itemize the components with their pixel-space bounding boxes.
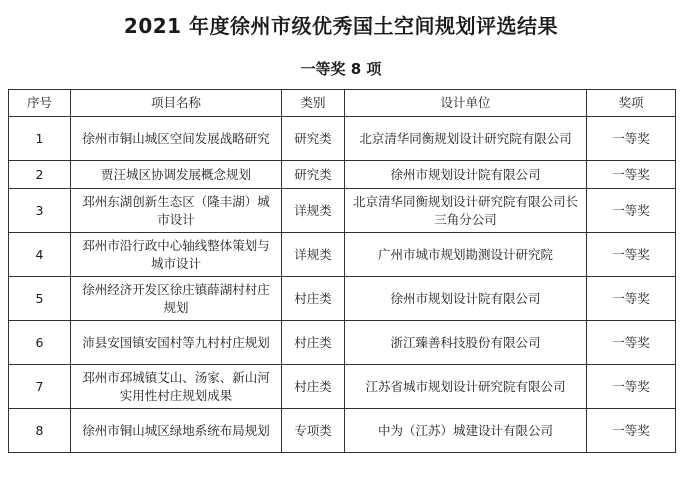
cell-project-name: 邳州市沿行政中心轴线整体策划与城市设计 [71, 233, 282, 277]
cell-category: 专项类 [282, 409, 345, 453]
cell-no: 3 [9, 189, 71, 233]
cell-no: 7 [9, 365, 71, 409]
cell-no: 8 [9, 409, 71, 453]
cell-category: 详规类 [282, 189, 345, 233]
cell-award: 一等奖 [587, 321, 676, 365]
cell-category: 村庄类 [282, 321, 345, 365]
cell-project-name: 徐州市铜山城区绿地系统布局规划 [71, 409, 282, 453]
header-no: 序号 [9, 90, 71, 117]
cell-design-unit: 浙江臻善科技股份有限公司 [345, 321, 587, 365]
award-subtitle: 一等奖 8 项 [300, 60, 382, 78]
cell-award: 一等奖 [587, 117, 676, 161]
header-design-unit: 设计单位 [345, 90, 587, 117]
cell-design-unit: 北京清华同衡规划设计研究院有限公司 [345, 117, 587, 161]
table-row [9, 365, 676, 409]
page-title: 2021 年度徐州市级优秀国土空间规划评选结果 [123, 14, 559, 38]
cell-no: 4 [9, 233, 71, 277]
cell-design-unit: 北京清华同衡规划设计研究院有限公司长三角分公司 [345, 189, 587, 233]
table-row [9, 409, 676, 453]
cell-award: 一等奖 [587, 365, 676, 409]
cell-no: 1 [9, 117, 71, 161]
cell-category: 研究类 [282, 117, 345, 161]
cell-project-name: 徐州经济开发区徐庄镇薛湖村村庄规划 [71, 277, 282, 321]
table-row [9, 321, 676, 365]
cell-award: 一等奖 [587, 161, 676, 189]
cell-no: 6 [9, 321, 71, 365]
cell-design-unit: 徐州市规划设计院有限公司 [345, 277, 587, 321]
cell-category: 详规类 [282, 233, 345, 277]
cell-project-name: 徐州市铜山城区空间发展战略研究 [71, 117, 282, 161]
cell-category: 村庄类 [282, 277, 345, 321]
cell-award: 一等奖 [587, 277, 676, 321]
cell-no: 2 [9, 161, 71, 189]
cell-award: 一等奖 [587, 409, 676, 453]
cell-award: 一等奖 [587, 233, 676, 277]
cell-design-unit: 徐州市规划设计院有限公司 [345, 161, 587, 189]
cell-project-name: 贾汪城区协调发展概念规划 [71, 161, 282, 189]
table-row [9, 161, 676, 189]
table-row [9, 189, 676, 233]
table-row [9, 277, 676, 321]
header-category: 类别 [282, 90, 345, 117]
cell-category: 村庄类 [282, 365, 345, 409]
cell-no: 5 [9, 277, 71, 321]
cell-project-name: 邳州市邳城镇艾山、汤家、新山河实用性村庄规划成果 [71, 365, 282, 409]
header-award: 奖项 [587, 90, 676, 117]
table-row [9, 117, 676, 161]
cell-project-name: 邳州东湖创新生态区（隆丰湖）城市设计 [71, 189, 282, 233]
cell-design-unit: 广州市城市规划勘测设计研究院 [345, 233, 587, 277]
cell-project-name: 沛县安国镇安国村等九村村庄规划 [71, 321, 282, 365]
header-project-name: 项目名称 [71, 90, 282, 117]
cell-design-unit: 中为（江苏）城建设计有限公司 [345, 409, 587, 453]
table-row [9, 233, 676, 277]
cell-category: 研究类 [282, 161, 345, 189]
results-table [8, 89, 676, 453]
cell-award: 一等奖 [587, 189, 676, 233]
cell-design-unit: 江苏省城市规划设计研究院有限公司 [345, 365, 587, 409]
table-header-row [9, 90, 676, 117]
